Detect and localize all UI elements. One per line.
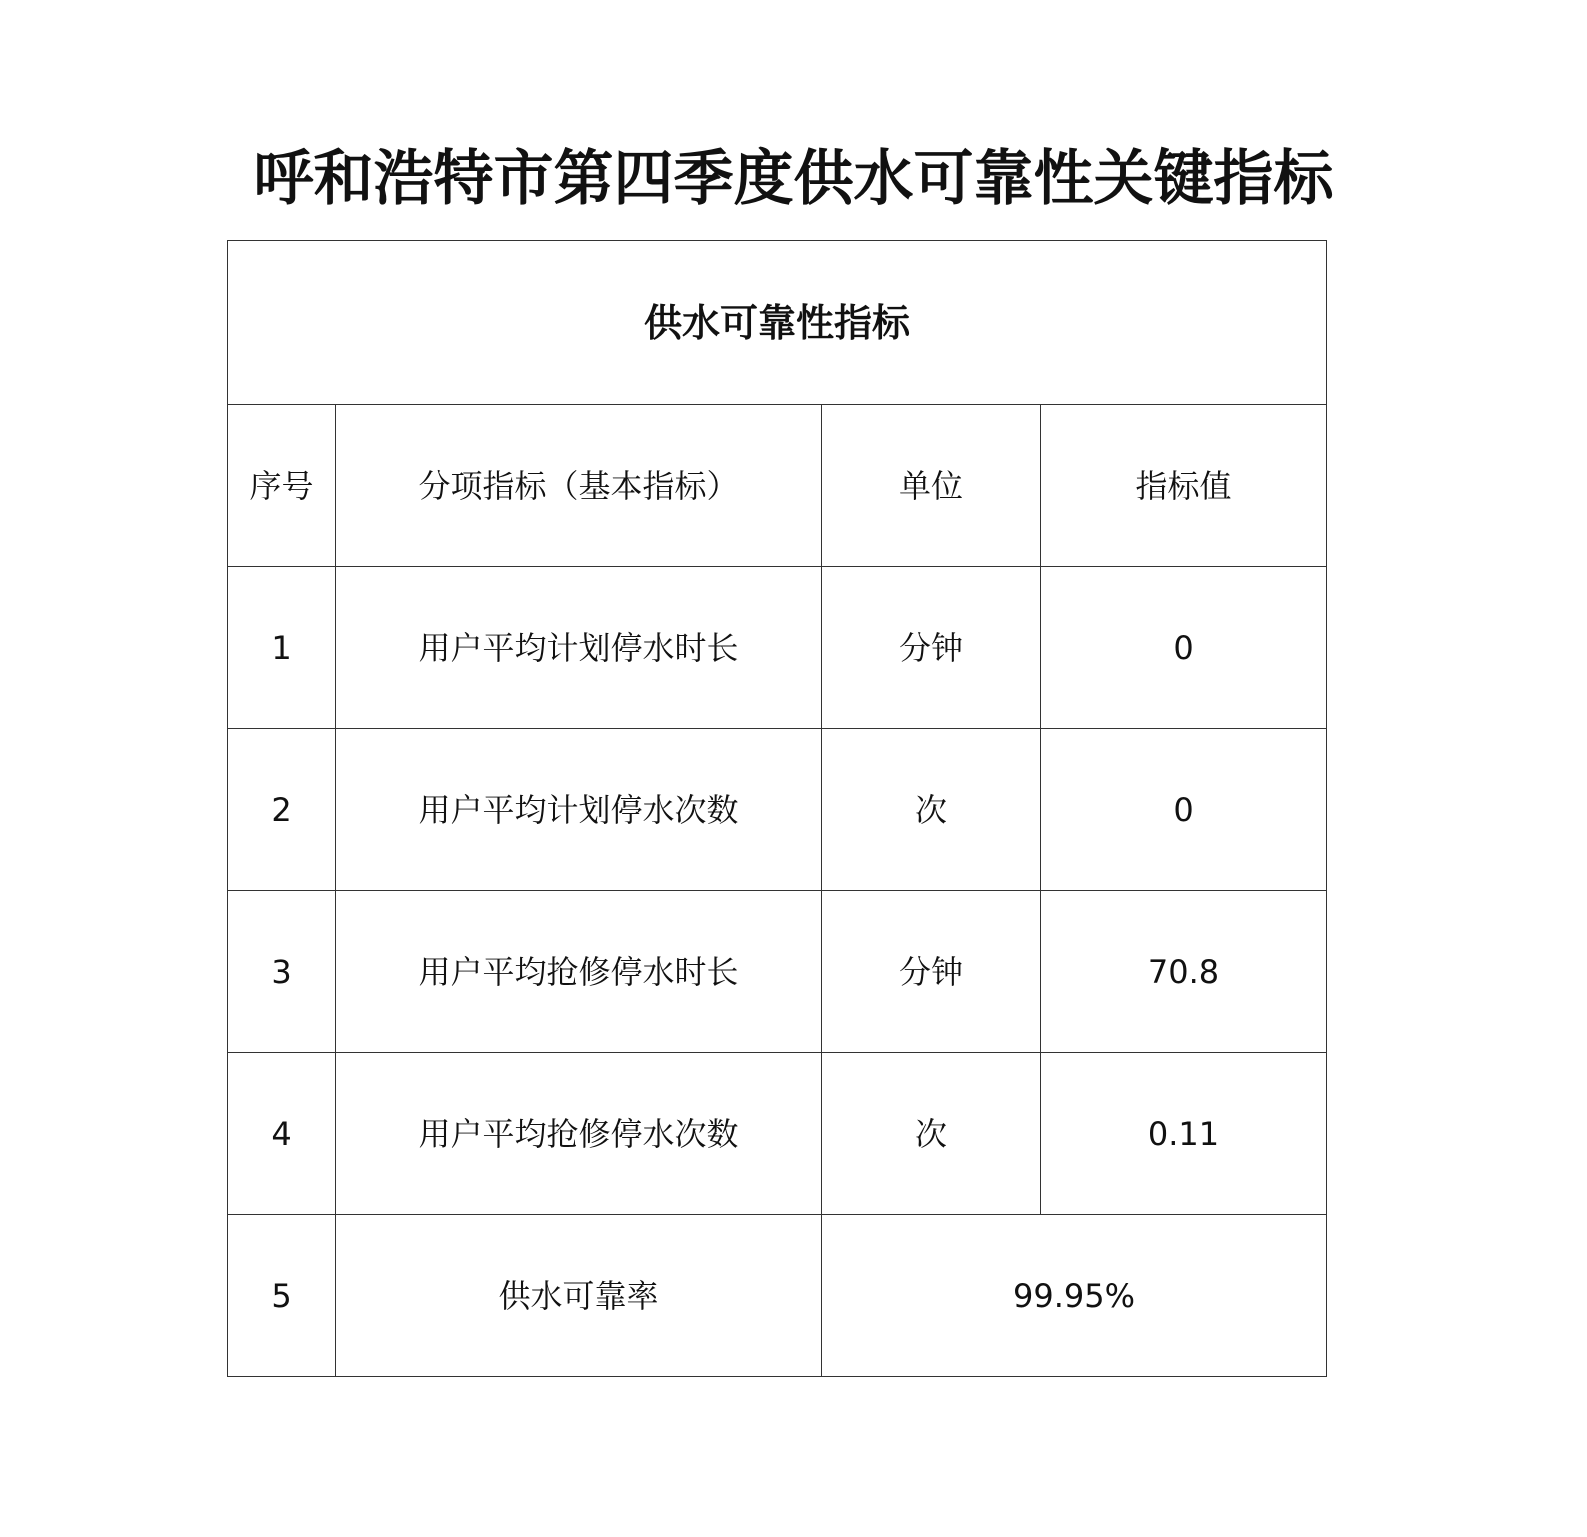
row-value: 0 [1041,567,1327,729]
table-row [228,891,1327,1053]
column-header-indicator: 分项指标（基本指标） [336,405,822,567]
row-index: 4 [228,1053,336,1215]
column-header-value: 指标值 [1041,405,1327,567]
row-unit: 分钟 [822,567,1041,729]
table-header-row [228,405,1327,567]
row-value: 0 [1041,729,1327,891]
table-row [228,567,1327,729]
table-heading: 供水可靠性指标 [228,241,1327,405]
row-indicator: 用户平均计划停水次数 [336,729,822,891]
summary-value: 99.95% [822,1215,1327,1377]
indicator-table [227,240,1327,1377]
row-index: 1 [228,567,336,729]
document-title: 呼和浩特市第四季度供水可靠性关键指标 [253,144,1334,214]
row-unit: 分钟 [822,891,1041,1053]
row-indicator: 用户平均抢修停水时长 [336,891,822,1053]
summary-indicator: 供水可靠率 [336,1215,822,1377]
column-header-unit: 单位 [822,405,1041,567]
row-value: 70.8 [1041,891,1327,1053]
row-unit: 次 [822,1053,1041,1215]
row-unit: 次 [822,729,1041,891]
column-header-index: 序号 [228,405,336,567]
row-value: 0.11 [1041,1053,1327,1215]
table-heading-row [228,241,1327,405]
table-row [228,1053,1327,1215]
row-indicator: 用户平均计划停水时长 [336,567,822,729]
row-indicator: 用户平均抢修停水次数 [336,1053,822,1215]
row-index: 2 [228,729,336,891]
summary-index: 5 [228,1215,336,1377]
summary-row [228,1215,1327,1377]
row-index: 3 [228,891,336,1053]
table-row [228,729,1327,891]
